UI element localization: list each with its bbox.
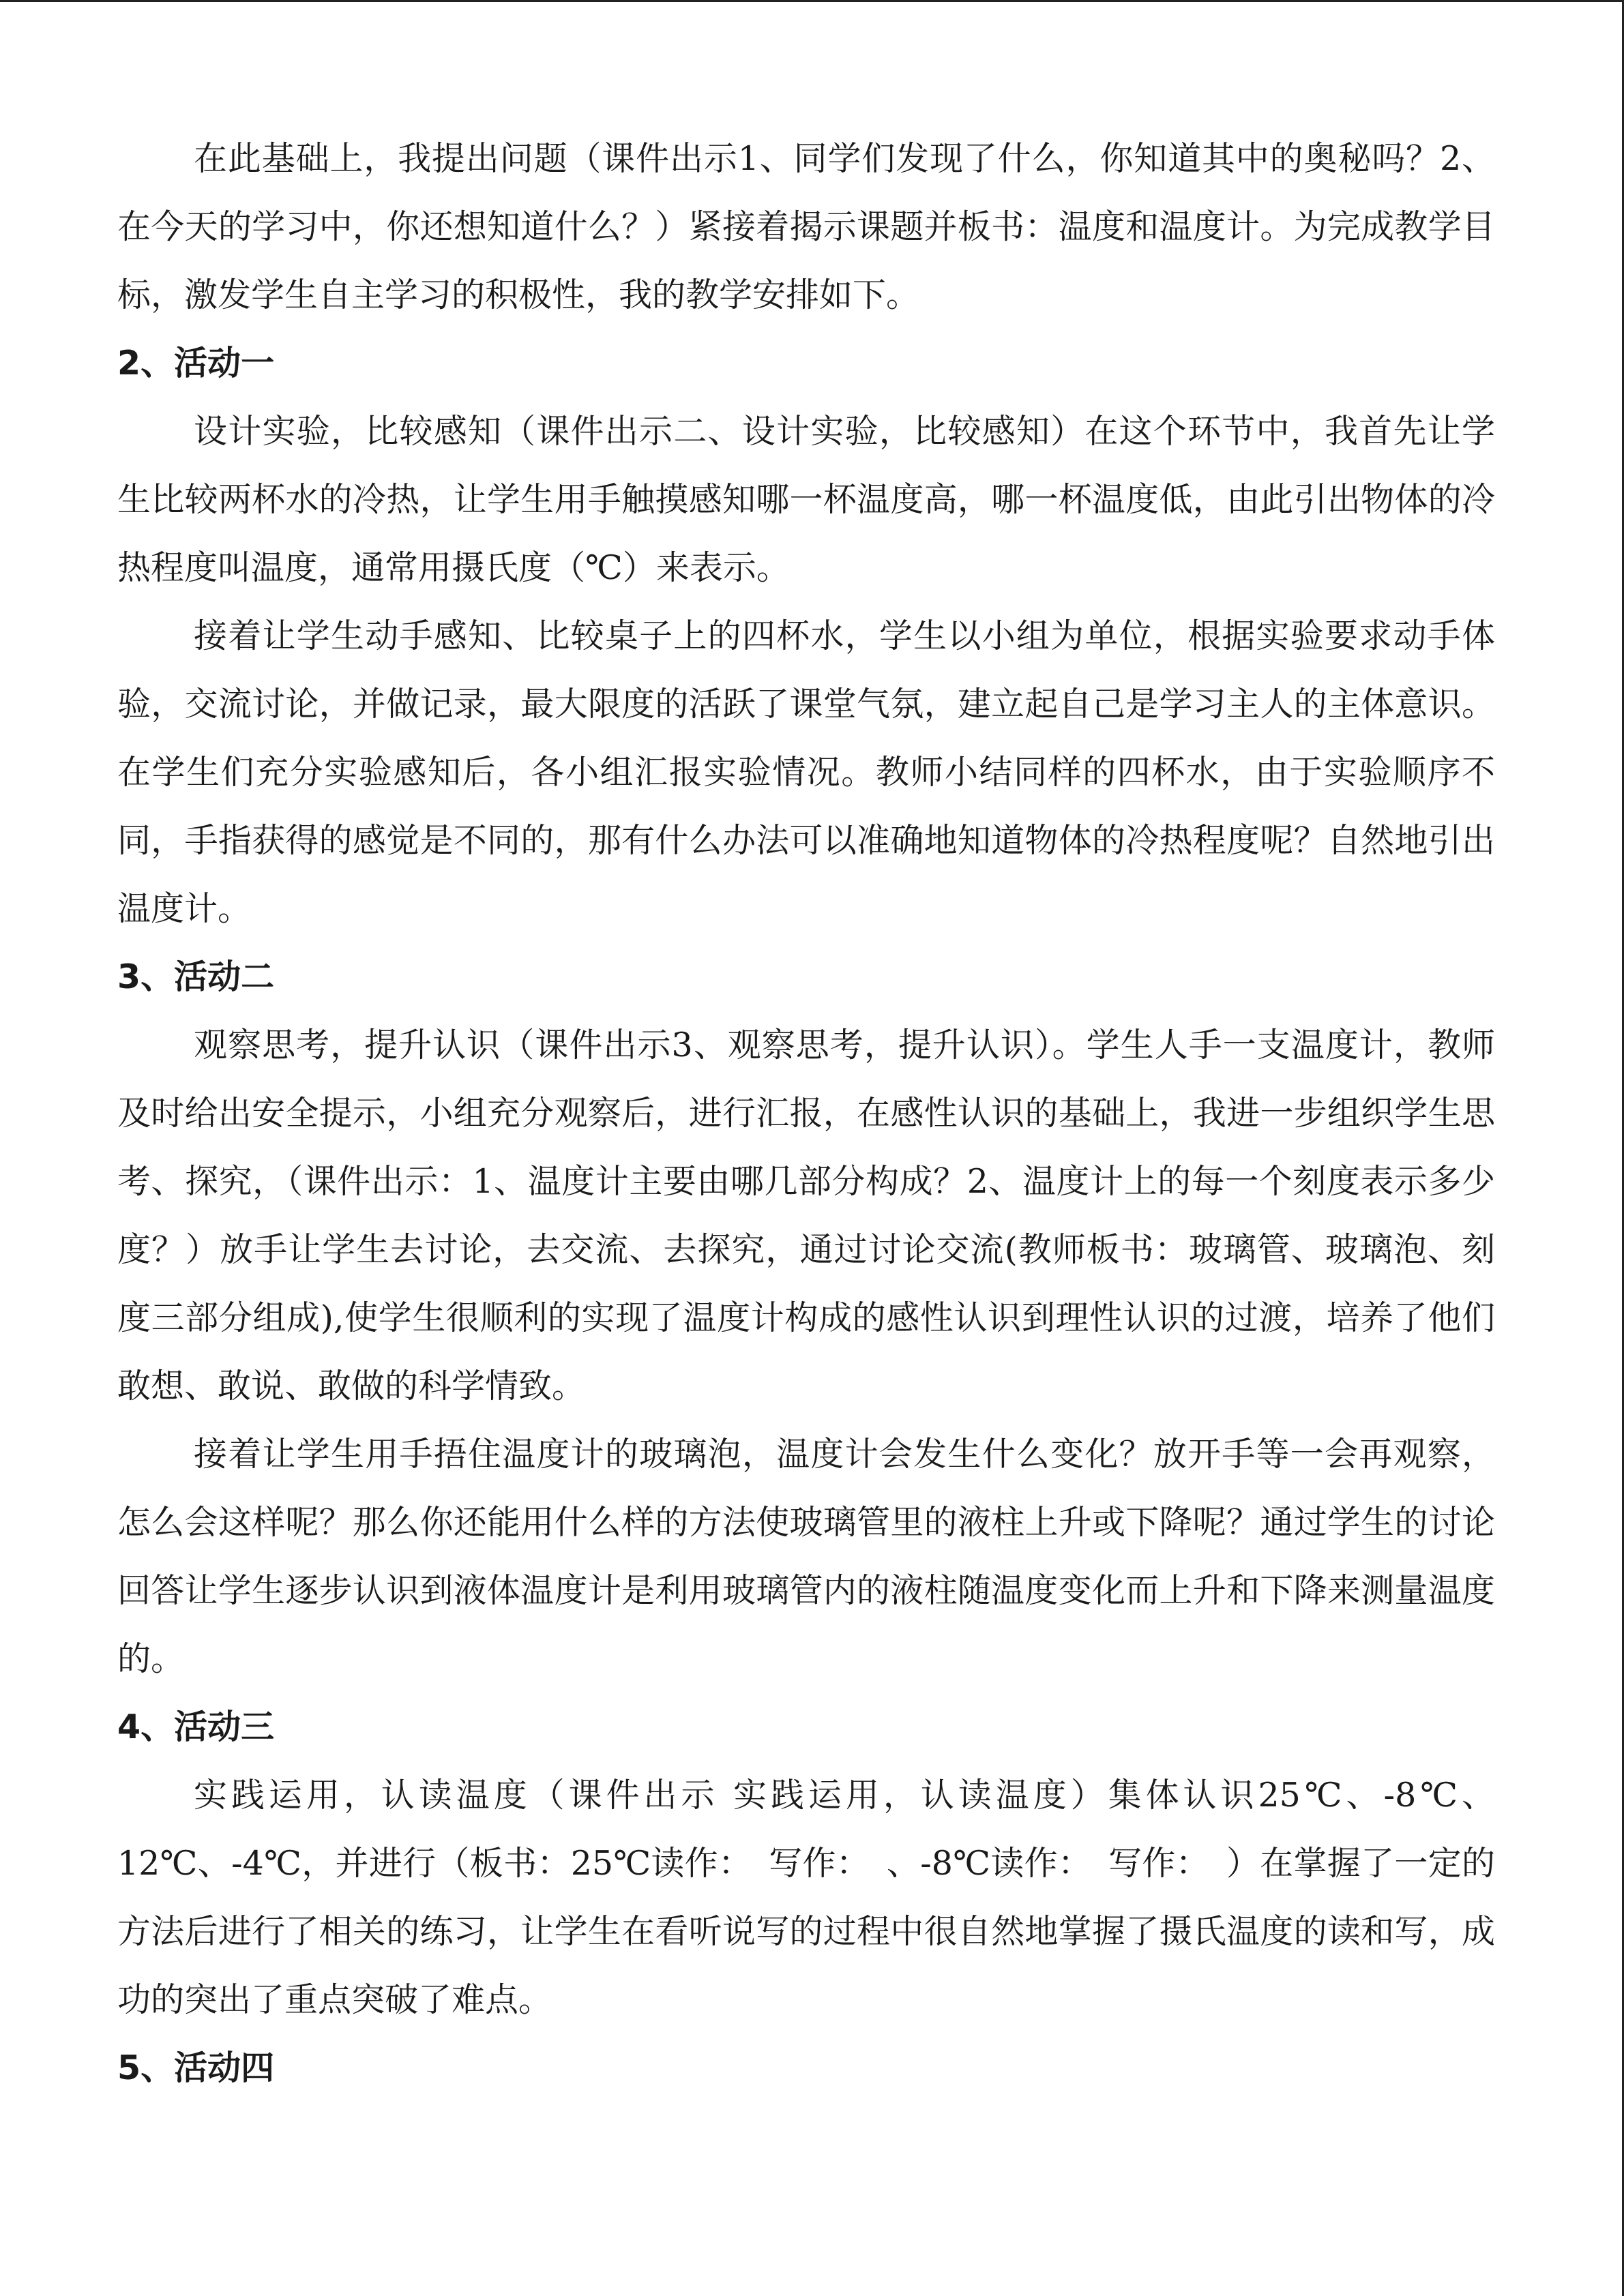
heading-activity-three: 4、活动三 <box>117 1708 275 1746</box>
paragraph-activity-two-bulb: 接着让学生用手捂住温度计的玻璃泡，温度计会发生什么变化？放开手等一会再观察，怎么会这样呢？那么你还能用什么样的方法使玻璃管里的液柱上升或下降呢？通过学生的讨论回答让学生逐步认识到液体温度计是利用玻璃管内的液柱随温度变化而上升和下降来测量温度的。 <box>117 1435 1495 1678</box>
paragraph-activity-one-experiment: 设计实验，比较感知（课件出示二、设计实验，比较感知）在这个环节中，我首先让学生比较两杯水的冷热，让学生用手触摸感知哪一杯温度高，哪一杯温度低，由此引出物体的冷热程度叫温度，通常用摄氏度（℃）来表示。 <box>117 412 1495 587</box>
paragraph-intro: 在此基础上，我提出问题（课件出示1、同学们发现了什么，你知道其中的奥秘吗？2、在今天的学习中，你还想知道什么？）紧接着揭示课题并板书：温度和温度计。为完成教学目标，激发学生自主学习的积极性，我的教学安排如下。 <box>117 139 1495 314</box>
heading-activity-four: 5、活动四 <box>117 2048 275 2087</box>
paragraph-activity-two-observe: 观察思考，提升认识（课件出示3、观察思考，提升认识）。学生人手一支温度计，教师及时给出安全提示，小组充分观察后，进行汇报，在感性认识的基础上，我进一步组织学生思考、探究，（课件出示：1、温度计主要由哪几部分构成？2、温度计上的每一个刻度表示多少度？）放手让学生去讨论，去交流、去探究，通过讨论交流(教师板书：玻璃管、玻璃泡、刻度三部分组成),使学生很顺利的实现了温度计构成的感性认识到理性认识的过渡，培养了他们敢想、敢说、敢做的科学情致。 <box>117 1026 1495 1405</box>
paragraph-activity-three-reading: 实践运用，认读温度（课件出示 实践运用，认读温度）集体认识25℃、-8℃、12℃、-4℃，并进行（板书：25℃读作： 写作： 、-8℃读作： 写作： ）在掌握了一定的方法后进行了相关的练习，让学生在看听说写的过程中很自然地掌握了摄氏温度的读和写，成功的突出了重点突破了难点。 <box>117 1776 1496 2019</box>
document-body <box>117 125 1495 2102</box>
paragraph-activity-one-four-cups: 接着让学生动手感知、比较桌子上的四杯水，学生以小组为单位，根据实验要求动手体验，交流讨论，并做记录，最大限度的活跃了课堂气氛，建立起自己是学习主人的主体意识。在学生们充分实验感知后，各小组汇报实验情况。教师小结同样的四杯水，由于实验顺序不同，手指获得的感觉是不同的，那有什么办法可以准确地知道物体的冷热程度呢？自然地引出温度计。 <box>117 616 1495 928</box>
heading-activity-one: 2、活动一 <box>117 344 275 383</box>
heading-activity-two: 3、活动二 <box>117 957 275 996</box>
